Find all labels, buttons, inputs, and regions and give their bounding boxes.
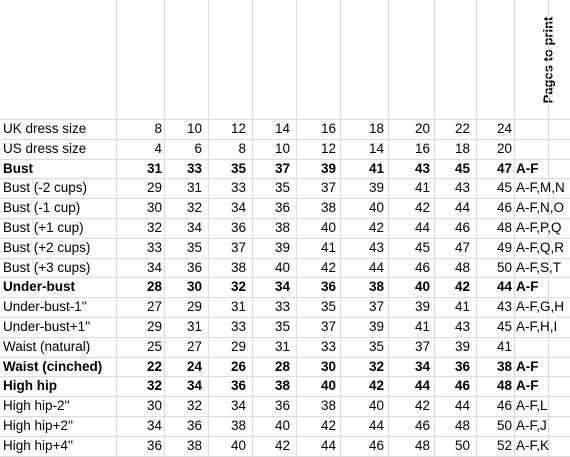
size-value-cell: 26 [230, 358, 246, 374]
size-value-cell: 30 [146, 200, 162, 216]
row-label: High hip-2'' [3, 398, 70, 414]
size-value-cell: 39 [320, 160, 336, 176]
size-value-cell: 28 [274, 358, 290, 374]
size-value-cell: 32 [186, 200, 202, 216]
size-value-cell: 33 [320, 338, 336, 354]
size-value-cell: 48 [496, 220, 512, 235]
size-value-cell: 29 [146, 180, 162, 196]
size-value-cell: 42 [414, 200, 430, 216]
size-value-cell: 31 [230, 299, 246, 315]
size-value-cell: 14 [368, 140, 384, 156]
table-row [0, 376, 570, 396]
size-value-cell: 34 [274, 279, 290, 295]
size-value-cell: 45 [414, 239, 430, 255]
size-value-cell: 48 [414, 437, 430, 453]
size-value-cell: 42 [368, 378, 384, 394]
table-row [0, 238, 570, 258]
size-value-cell: 48 [454, 418, 470, 433]
table-row [0, 317, 570, 337]
size-value-cell: 45 [454, 160, 470, 176]
size-value-cell: 10 [274, 140, 290, 156]
size-value-cell: 34 [146, 259, 162, 275]
row-label: Waist (cinched) [3, 358, 103, 374]
size-value-cell: 36 [274, 398, 290, 414]
row-label: Under-bust [3, 279, 75, 295]
table-row [0, 277, 570, 297]
size-value-cell: 27 [186, 338, 202, 354]
size-value-cell: 31 [274, 338, 290, 354]
size-value-cell: 29 [146, 319, 162, 334]
row-label: Waist (natural) [3, 338, 91, 354]
size-value-cell: 38 [320, 398, 336, 414]
size-value-cell: 38 [186, 437, 202, 453]
size-value-cell: 39 [414, 299, 430, 315]
pages-to-print-cell: A-F,H,I [516, 319, 558, 334]
size-value-cell: 34 [146, 418, 162, 433]
table-row [0, 139, 570, 159]
size-value-cell: 40 [368, 398, 384, 414]
size-value-cell: 16 [320, 121, 336, 136]
size-value-cell: 46 [368, 437, 384, 453]
size-value-cell: 49 [496, 239, 512, 255]
table-row [0, 159, 570, 179]
pages-to-print-cell: A-F [516, 279, 539, 295]
size-value-cell: 44 [320, 437, 336, 453]
size-value-cell: 52 [496, 437, 512, 453]
size-value-cell: 40 [274, 259, 290, 275]
row-label: Bust (-2 cups) [3, 180, 88, 196]
size-value-cell: 36 [186, 418, 202, 433]
size-value-cell: 46 [454, 220, 470, 235]
size-value-cell: 16 [414, 140, 430, 156]
size-value-cell: 22 [146, 358, 162, 374]
size-value-cell: 27 [146, 299, 162, 315]
size-value-cell: 50 [496, 259, 512, 275]
size-value-cell: 40 [414, 279, 430, 295]
size-value-cell: 33 [146, 239, 162, 255]
header-area [0, 0, 570, 118]
size-value-cell: 36 [230, 378, 246, 394]
size-value-cell: 47 [496, 160, 512, 176]
size-value-cell: 42 [414, 398, 430, 414]
size-value-cell: 35 [230, 160, 246, 176]
size-value-cell: 42 [320, 259, 336, 275]
pages-to-print-cell: A-F,Q,R [516, 239, 565, 255]
size-value-cell: 36 [186, 259, 202, 275]
table-row [0, 218, 570, 238]
size-value-cell: 41 [496, 338, 512, 354]
size-value-cell: 37 [368, 299, 384, 315]
size-value-cell: 44 [414, 378, 430, 394]
size-value-cell: 42 [368, 220, 384, 235]
size-value-cell: 33 [274, 299, 290, 315]
size-value-cell: 34 [230, 200, 246, 216]
size-value-cell: 36 [230, 220, 246, 235]
size-value-cell: 43 [454, 180, 470, 196]
size-value-cell: 38 [320, 200, 336, 216]
size-value-cell: 32 [186, 398, 202, 414]
pages-to-print-cell: A-F,L [516, 398, 548, 414]
row-label: High hip [3, 378, 57, 394]
size-value-cell: 44 [368, 259, 384, 275]
size-value-cell: 41 [320, 239, 336, 255]
pages-to-print-cell: A-F [516, 378, 539, 394]
size-value-cell: 48 [454, 259, 470, 275]
size-value-cell: 42 [274, 437, 290, 453]
size-value-cell: 46 [414, 259, 430, 275]
size-value-cell: 37 [274, 160, 290, 176]
size-value-cell: 43 [496, 299, 512, 315]
size-value-cell: 34 [414, 358, 430, 374]
table-row [0, 297, 570, 317]
size-value-cell: 12 [320, 140, 336, 156]
size-value-cell: 24 [186, 358, 202, 374]
size-value-cell: 42 [320, 418, 336, 433]
size-value-cell: 38 [368, 279, 384, 295]
pages-to-print-cell: A-F,G,H [516, 299, 565, 315]
size-value-cell: 46 [414, 418, 430, 433]
size-value-cell: 44 [414, 220, 430, 235]
size-value-cell: 41 [368, 160, 384, 176]
pages-to-print-cell: A-F,M,N [516, 180, 565, 196]
size-value-cell: 40 [320, 378, 336, 394]
size-value-cell: 34 [186, 378, 202, 394]
pages-to-print-label: Pages to print [540, 16, 556, 104]
table-row [0, 436, 570, 456]
size-value-cell: 6 [194, 140, 202, 156]
size-value-cell: 33 [230, 319, 246, 334]
size-value-cell: 50 [454, 437, 470, 453]
table-row [0, 416, 570, 436]
size-value-cell: 45 [496, 180, 512, 196]
size-value-cell: 20 [496, 140, 512, 156]
pages-to-print-cell: A-F,J [516, 418, 547, 433]
size-value-cell: 46 [454, 378, 470, 394]
size-value-cell: 10 [186, 121, 202, 136]
size-value-cell: 35 [186, 239, 202, 255]
row-label: Under-bust-1'' [3, 299, 87, 315]
table-row [0, 396, 570, 416]
size-value-cell: 32 [230, 279, 246, 295]
size-value-cell: 38 [274, 220, 290, 235]
size-value-cell: 35 [320, 299, 336, 315]
size-value-cell: 45 [496, 319, 512, 334]
size-value-cell: 32 [146, 220, 162, 235]
size-value-cell: 46 [496, 398, 512, 414]
pages-to-print-cell: A-F,S,T [516, 259, 562, 275]
size-value-cell: 28 [146, 279, 162, 295]
size-value-cell: 43 [368, 239, 384, 255]
size-value-cell: 38 [230, 418, 246, 433]
size-value-cell: 35 [368, 338, 384, 354]
row-label: Under-bust+1'' [3, 319, 91, 334]
size-value-cell: 37 [320, 180, 336, 196]
size-value-cell: 30 [146, 398, 162, 414]
table-row [0, 178, 570, 198]
size-value-cell: 31 [186, 180, 202, 196]
row-label: Bust (-1 cup) [3, 200, 81, 216]
row-label: Bust (+1 cup) [3, 220, 84, 235]
table-row [0, 357, 570, 377]
size-value-cell: 37 [414, 338, 430, 354]
size-value-cell: 35 [274, 180, 290, 196]
size-value-cell: 8 [238, 140, 246, 156]
size-value-cell: 18 [454, 140, 470, 156]
size-value-cell: 32 [368, 358, 384, 374]
size-value-cell: 30 [186, 279, 202, 295]
size-value-cell: 46 [496, 200, 512, 216]
table-row [0, 258, 570, 278]
size-value-cell: 38 [230, 259, 246, 275]
size-value-cell: 42 [454, 279, 470, 295]
size-value-cell: 25 [146, 338, 162, 354]
size-value-cell: 32 [146, 378, 162, 394]
size-value-cell: 29 [186, 299, 202, 315]
size-value-cell: 44 [496, 279, 512, 295]
size-value-cell: 35 [274, 319, 290, 334]
size-value-cell: 36 [274, 200, 290, 216]
size-value-cell: 36 [454, 358, 470, 374]
table-row [0, 198, 570, 218]
size-value-cell: 34 [230, 398, 246, 414]
size-value-cell: 41 [414, 319, 430, 334]
size-value-cell: 4 [154, 140, 162, 156]
size-value-cell: 39 [454, 338, 470, 354]
size-value-cell: 34 [186, 220, 202, 235]
size-value-cell: 31 [146, 160, 162, 176]
size-value-cell: 41 [414, 180, 430, 196]
size-value-cell: 40 [274, 418, 290, 433]
pages-to-print-cell: A-F,P,Q [516, 220, 562, 235]
table-row [0, 119, 570, 139]
size-value-cell: 47 [454, 239, 470, 255]
size-value-cell: 36 [320, 279, 336, 295]
row-label: High hip+4'' [3, 437, 74, 453]
size-value-cell: 37 [230, 239, 246, 255]
size-value-cell: 22 [454, 121, 470, 136]
row-label: Bust (+2 cups) [3, 239, 91, 255]
size-value-cell: 12 [230, 121, 246, 136]
size-value-cell: 31 [186, 319, 202, 334]
size-value-cell: 18 [368, 121, 384, 136]
table-row [0, 337, 570, 357]
size-value-cell: 8 [154, 121, 162, 136]
pages-to-print-cell: A-F,K [516, 437, 550, 453]
size-value-cell: 43 [414, 160, 430, 176]
size-value-cell: 39 [274, 239, 290, 255]
size-value-cell: 39 [368, 180, 384, 196]
size-value-cell: 40 [320, 220, 336, 235]
size-value-cell: 36 [146, 437, 162, 453]
size-value-cell: 39 [368, 319, 384, 334]
row-label: UK dress size [3, 121, 87, 136]
size-value-cell: 40 [230, 437, 246, 453]
size-value-cell: 38 [496, 358, 512, 374]
size-value-cell: 29 [230, 338, 246, 354]
size-value-cell: 37 [320, 319, 336, 334]
pages-to-print-cell: A-F,N,O [516, 200, 565, 216]
pages-to-print-cell: A-F [516, 358, 539, 374]
row-label: US dress size [3, 140, 87, 156]
size-value-cell: 44 [454, 398, 470, 414]
size-value-cell: 24 [496, 121, 512, 136]
size-value-cell: 50 [496, 418, 512, 433]
pages-to-print-cell: A-F [516, 160, 539, 176]
row-label: High hip+2'' [3, 418, 74, 433]
size-value-cell: 14 [274, 121, 290, 136]
size-value-cell: 44 [454, 200, 470, 216]
size-value-cell: 30 [320, 358, 336, 374]
row-label: Bust (+3 cups) [3, 259, 91, 275]
size-value-cell: 43 [454, 319, 470, 334]
size-value-cell: 44 [368, 418, 384, 433]
size-value-cell: 40 [368, 200, 384, 216]
size-value-cell: 41 [454, 299, 470, 315]
size-value-cell: 48 [496, 378, 512, 394]
size-value-cell: 33 [230, 180, 246, 196]
size-value-cell: 33 [186, 160, 202, 176]
size-value-cell: 38 [274, 378, 290, 394]
row-label: Bust [3, 160, 33, 176]
size-value-cell: 20 [414, 121, 430, 136]
